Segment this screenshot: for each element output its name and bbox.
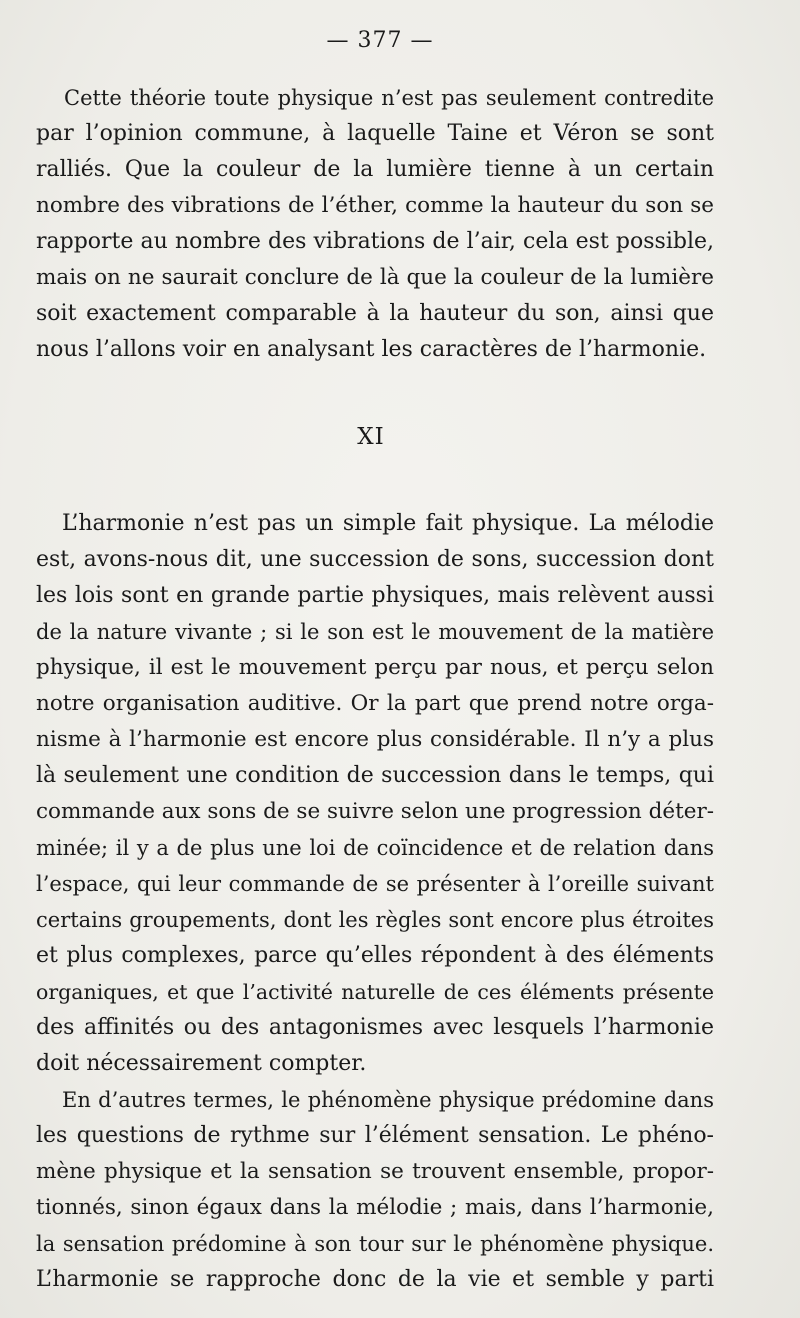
- section-heading: XI: [357, 424, 385, 450]
- paragraph2-line-1: L’harmonie n’est pas un simple fait physique. La mélodie: [62, 511, 714, 536]
- paragraph3-line-6: L’harmonie se rapproche donc de la vie et semble y parti: [36, 1267, 714, 1292]
- paragraph3-line-4: tionnés, sinon égaux dans la mélodie ; mais, dans l’harmonie,: [36, 1195, 714, 1220]
- paragraph1-line-5: rapporte au nombre des vibrations de l’air, cela est possible,: [36, 229, 714, 254]
- paragraph2-line-6: notre organisation auditive. Or la part que prend notre orga-: [36, 691, 714, 716]
- page-number: — 377 —: [326, 28, 434, 53]
- paragraph3-line-3: mène physique et la sensation se trouvent ensemble, propor-: [36, 1159, 714, 1184]
- paragraph1-line-1: Cette théorie toute physique n’est pas seulement contredite: [64, 86, 714, 110]
- paragraph2-line-11: l’espace, qui leur commande de se présenter à l’oreille suivant: [36, 872, 714, 896]
- paragraph2-line-4: de la nature vivante ; si le son est le mouvement de la matière: [36, 620, 714, 644]
- paragraph2-line-5: physique, il est le mouvement perçu par nous, et perçu selon: [36, 655, 714, 680]
- paragraph2-line-2: est, avons-nous dit, une succession de sons, succession dont: [36, 547, 714, 572]
- paragraph3-line-1: En d’autres termes, le phénomène physique prédomine dans: [62, 1088, 714, 1112]
- paragraph1-line-4: nombre des vibrations de l’éther, comme la hauteur du son se: [36, 193, 714, 218]
- paragraph2-line-3: les lois sont en grande partie physiques, mais relèvent aussi: [36, 583, 714, 608]
- paragraph2-line-10: minée; il y a de plus une loi de coïncidence et de relation dans: [36, 836, 714, 860]
- paragraph2-line-13: et plus complexes, parce qu’elles répondent à des éléments: [36, 943, 714, 968]
- paragraph2-line-14: organiques, et que l’activité naturelle de ces éléments présente: [36, 980, 714, 1004]
- paragraph1-line-6: mais on ne saurait conclure de là que la couleur de la lumière: [36, 265, 714, 290]
- paragraph2-line-7: nisme à l’harmonie est encore plus considérable. Il n’y a plus: [36, 727, 714, 752]
- paragraph2-line-12: certains groupements, dont les règles sont encore plus étroites: [36, 908, 714, 932]
- paragraph2-line-9: commande aux sons de se suivre selon une progression déter-: [36, 799, 714, 824]
- paragraph2-line-15: des affinités ou des antagonismes avec lesquels l’harmonie: [36, 1015, 714, 1040]
- paragraph3-line-5: la sensation prédomine à son tour sur le phénomène physique.: [36, 1232, 714, 1256]
- paragraph1-line-8: nous l’allons voir en analysant les caractères de l’harmonie.: [36, 337, 707, 362]
- paragraph3-line-2: les questions de rythme sur l’élément sensation. Le phéno-: [36, 1123, 714, 1148]
- paragraph2-line-16: doit nécessairement compter.: [36, 1051, 367, 1076]
- paragraph1-line-7: soit exactement comparable à la hauteur du son, ainsi que: [36, 301, 714, 326]
- paragraph1-line-2: par l’opinion commune, à laquelle Taine et Véron se sont: [36, 121, 714, 146]
- paragraph1-line-3: ralliés. Que la couleur de la lumière tienne à un certain: [36, 157, 714, 182]
- paragraph2-line-8: là seulement une condition de succession dans le temps, qui: [36, 763, 714, 788]
